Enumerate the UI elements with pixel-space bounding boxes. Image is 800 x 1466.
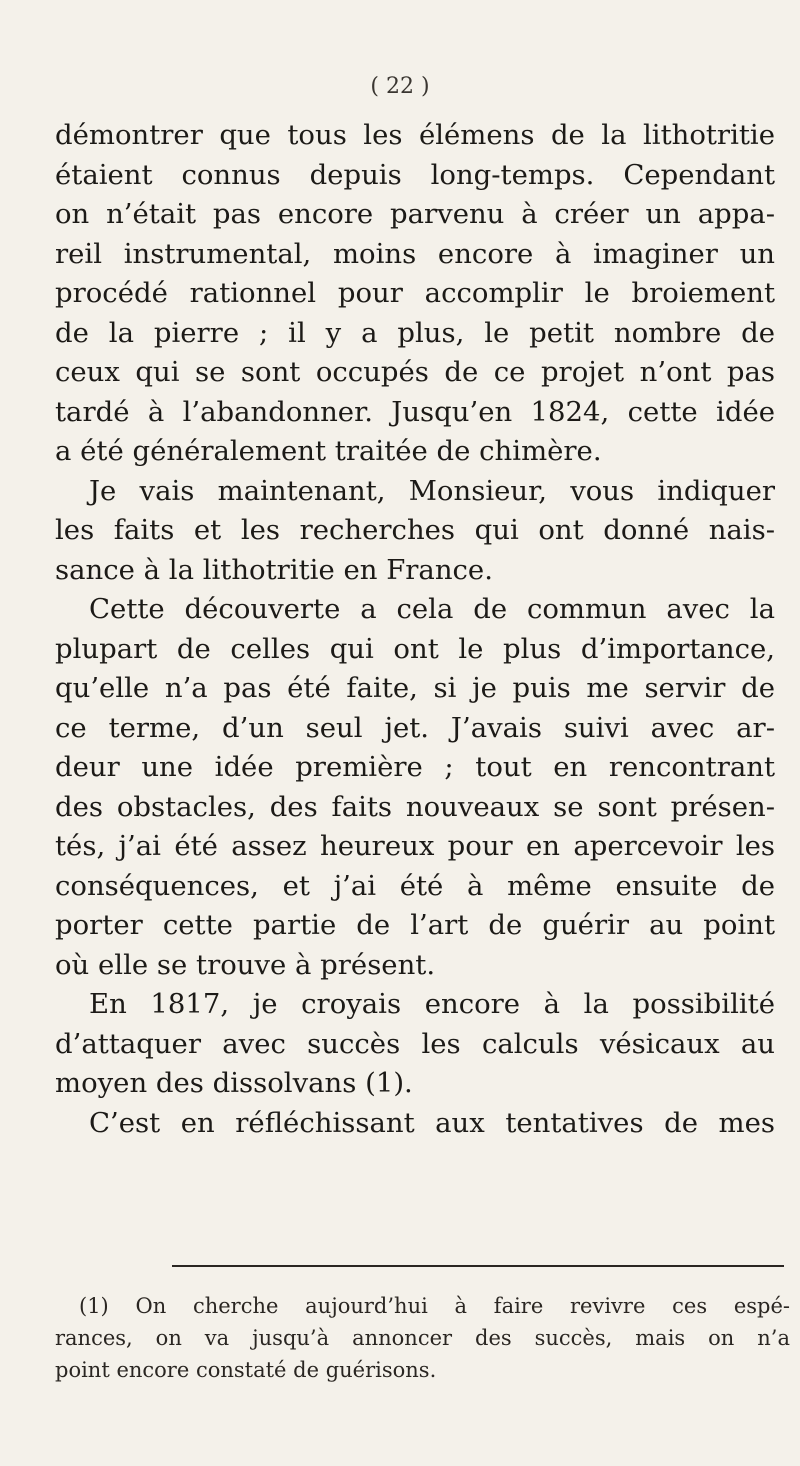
body-line: les faits et les recherches qui ont donné nais-: [55, 514, 775, 546]
body-line: moyen des dissolvans (1).: [55, 1067, 413, 1099]
footnote-line: (1) On cherche aujourd’hui à faire revivre ces espé-: [79, 1294, 790, 1318]
body-line: procédé rationnel pour accomplir le broiement: [55, 277, 775, 309]
body-line: des obstacles, des faits nouveaux se sont présen-: [55, 790, 775, 823]
body-line: tardé à l’abandonner. Jusqu’en 1824, cette idée: [55, 395, 775, 428]
body-line: qu’elle n’a pas été faite, si je puis me servir de: [55, 672, 775, 704]
body-line: plupart de celles qui ont le plus d’importance,: [55, 632, 775, 665]
body-line: deur une idée première ; tout en rencontrant: [55, 751, 775, 783]
body-line: d’attaquer avec succès les calculs vésicaux au: [55, 1027, 775, 1060]
footnote-line: point encore constaté de guérisons.: [55, 1358, 437, 1382]
body-line: porter cette partie de l’art de guérir au point: [55, 909, 775, 941]
body-line: tés, j’ai été assez heureux pour en apercevoir les: [55, 830, 775, 862]
footnote-line: rances, on va jusqu’à annoncer des succès, mais on n’a: [55, 1326, 790, 1350]
body-line: on n’était pas encore parvenu à créer un appa-: [55, 198, 775, 230]
body-line: ceux qui se sont occupés de ce projet n’ont pas: [55, 356, 775, 388]
body-line: En 1817, je croyais encore à la possibilité: [89, 988, 775, 1020]
body-line: de la pierre ; il y a plus, le petit nombre de: [55, 316, 775, 349]
footnote-rule: [172, 1265, 784, 1267]
body-line: a été généralement traitée de chimère.: [55, 435, 602, 467]
body-line: démontrer que tous les élémens de la lithotritie: [55, 119, 775, 151]
body-line: Cette découverte a cela de commun avec la: [89, 593, 775, 625]
body-line: ce terme, d’un seul jet. J’avais suivi avec ar-: [55, 711, 775, 744]
footnote: [55, 1290, 790, 1386]
body-line: Je vais maintenant, Monsieur, vous indiquer: [89, 474, 775, 507]
body-line: étaient connus depuis long-temps. Cependant: [55, 158, 775, 191]
body-line: sance à la lithotritie en France.: [55, 553, 493, 586]
page-number: ( 22 ): [370, 74, 430, 99]
body-line: reil instrumental, moins encore à imaginer un: [55, 237, 775, 270]
body-line: conséquences, et j’ai été à même ensuite de: [55, 869, 775, 902]
body-text: [55, 116, 775, 1143]
body-line: C’est en réfléchissant aux tentatives de mes: [89, 1106, 775, 1139]
body-line: où elle se trouve à présent.: [55, 948, 436, 981]
